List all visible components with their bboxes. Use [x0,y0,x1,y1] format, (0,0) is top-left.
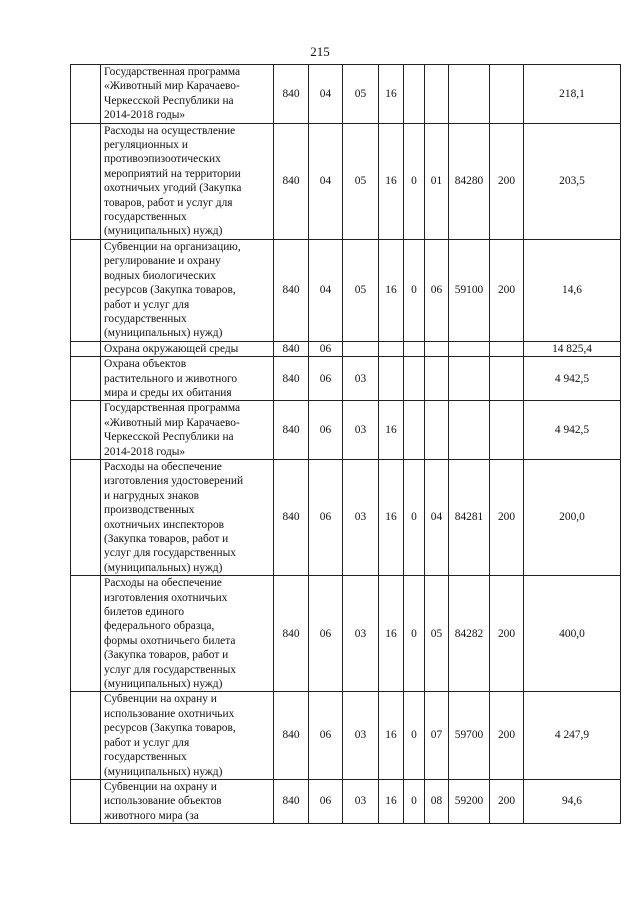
item-name-line: изготовления охотничьих [104,591,228,604]
direction-code [449,341,490,356]
item-name-line: противоэпизоотических [104,153,221,166]
table-row [71,401,621,460]
ministry-code: 840 [274,65,309,124]
item-name-line: изготовления удостоверений [104,475,244,488]
section-code: 04 [309,123,343,239]
expense-type-code: 200 [490,576,524,692]
subprogram-code: 0 [404,576,425,692]
direction-code [449,357,490,401]
subprogram-code: 0 [404,239,425,341]
item-name-line: (муниципальных) нужд) [104,765,223,778]
direction-code: 84281 [449,459,490,575]
program-code [379,357,404,401]
ministry-code: 840 [274,779,309,823]
section-code: 06 [309,459,343,575]
item-name-line: (муниципальных) нужд) [104,678,223,691]
blank-cell [71,341,101,356]
page-number: 215 [310,44,330,59]
program-code: 16 [379,123,404,239]
item-name-line: производственных [104,504,195,517]
subprogram-code: 0 [404,459,425,575]
item-name-line: государственных [104,312,187,325]
subprogram-code [404,341,425,356]
expense-type-code: 200 [490,779,524,823]
table-body [71,65,621,824]
program-code: 16 [379,576,404,692]
amount-cell: 400,0 [524,576,621,692]
item-name-cell [101,357,274,401]
item-name-cell [101,459,274,575]
item-name-line: (муниципальных) нужд) [104,327,223,340]
item-name-line: Субвенции на охрану и [104,693,217,706]
item-name-line: Расходы на осуществление [104,124,236,137]
table-row [71,123,621,239]
amount-cell: 4 942,5 [524,357,621,401]
amount-cell: 14 825,4 [524,341,621,356]
table-row [71,576,621,692]
item-name-line: (Закупка товаров, работ и [104,533,229,545]
subprogram-code: 0 [404,123,425,239]
item-name-line: Государственная программа [104,66,241,78]
table-row [71,341,621,356]
item-name-cell [101,341,274,356]
ministry-code: 840 [274,459,309,575]
item-name-line: работ и услуг для [104,736,190,749]
item-name-line: (муниципальных) нужд) [104,561,223,574]
expense-type-code: 200 [490,459,524,575]
item-name-line: Охрана окружающей среды [104,342,239,355]
direction-code [449,401,490,460]
direction-code: 84280 [449,123,490,239]
program-code: 16 [379,779,404,823]
item-name-line: товаров, работ и услуг для [104,196,233,209]
amount-cell: 200,0 [524,459,621,575]
direction-code [449,65,490,124]
event-code: 07 [425,692,449,779]
section-code: 04 [309,65,343,124]
event-code [425,341,449,356]
item-name-line: 2014-2018 годы» [104,109,186,122]
budget-table [70,64,621,824]
item-name-line: Охрана объектов [104,358,187,371]
amount-cell: 4 942,5 [524,401,621,460]
table-row [71,357,621,401]
expense-type-code: 200 [490,692,524,779]
item-name-line: услуг для государственных [104,663,236,676]
item-name-cell [101,576,274,692]
blank-cell [71,357,101,401]
item-name-line: (Закупка товаров, работ и [104,649,229,662]
subsection-code: 03 [343,401,379,460]
blank-cell [71,692,101,779]
item-name-line: «Животный мир Карачаево- [104,80,240,93]
item-name-line: Черкесской Республики на [104,431,234,444]
item-name-line: Расходы на обеспечение [104,460,222,473]
direction-code: 59700 [449,692,490,779]
amount-cell: 218,1 [524,65,621,124]
ministry-code: 840 [274,576,309,692]
item-name-line: регуляционных и [104,139,188,152]
program-code: 16 [379,65,404,124]
section-code: 06 [309,401,343,460]
ministry-code: 840 [274,123,309,239]
item-name-line: животного мира (за [104,809,199,822]
ministry-code: 840 [274,341,309,356]
direction-code: 84282 [449,576,490,692]
table-row [71,692,621,779]
section-code: 06 [309,341,343,356]
item-name-line: федерального образца, [104,620,215,633]
blank-cell [71,65,101,124]
subprogram-code: 0 [404,692,425,779]
item-name-line: «Животный мир Карачаево- [104,416,240,429]
table-row [71,459,621,575]
event-code [425,401,449,460]
item-name-line: работ и услуг для [104,298,190,311]
item-name-cell [101,692,274,779]
blank-cell [71,779,101,823]
item-name-line: Государственная программа [104,402,241,415]
event-code: 05 [425,576,449,692]
item-name-line: 2014-2018 годы» [104,445,186,458]
subsection-code: 05 [343,239,379,341]
item-name-line: Расходы на обеспечение [104,577,222,590]
item-name-cell [101,239,274,341]
item-name-line: мероприятий на территории [104,167,241,180]
section-code: 06 [309,576,343,692]
item-name-line: (муниципальных) нужд) [104,225,223,238]
subsection-code: 05 [343,65,379,124]
section-code: 06 [309,692,343,779]
table-row [71,65,621,124]
ministry-code: 840 [274,401,309,460]
direction-code: 59100 [449,239,490,341]
expense-type-code: 200 [490,239,524,341]
item-name-line: использование охотничьих [104,707,235,720]
subsection-code: 03 [343,576,379,692]
blank-cell [71,401,101,460]
expense-type-code [490,401,524,460]
subsection-code: 03 [343,692,379,779]
item-name-cell [101,65,274,124]
blank-cell [71,239,101,341]
item-name-line: формы охотничьего билета [104,634,236,647]
item-name-line: ресурсов (Закупка товаров, [104,722,236,735]
item-name-line: билетов единого [104,606,185,619]
blank-cell [71,123,101,239]
ministry-code: 840 [274,239,309,341]
item-name-line: услуг для государственных [104,547,236,560]
event-code [425,357,449,401]
expense-type-code [490,357,524,401]
item-name-cell [101,123,274,239]
event-code: 01 [425,123,449,239]
subprogram-code: 0 [404,779,425,823]
item-name-line: регулирование и охрану [104,255,221,268]
table-row [71,239,621,341]
event-code: 08 [425,779,449,823]
blank-cell [71,576,101,692]
amount-cell: 203,5 [524,123,621,239]
amount-cell: 14,6 [524,239,621,341]
item-name-cell [101,779,274,823]
item-name-line: растительного и животного [104,372,238,385]
ministry-code: 840 [274,692,309,779]
blank-cell [71,459,101,575]
program-code: 16 [379,692,404,779]
subprogram-code [404,357,425,401]
item-name-line: государственных [104,751,187,764]
ministry-code: 840 [274,357,309,401]
expense-type-code [490,341,524,356]
subprogram-code [404,401,425,460]
item-name-line: и нагрудных знаков [104,489,200,502]
program-code: 16 [379,239,404,341]
subprogram-code [404,65,425,124]
event-code: 04 [425,459,449,575]
section-code: 04 [309,239,343,341]
item-name-line: охотничьих угодий (Закупка [104,182,242,195]
expense-type-code: 200 [490,123,524,239]
subsection-code: 03 [343,459,379,575]
item-name-line: государственных [104,211,187,224]
program-code [379,341,404,356]
event-code: 06 [425,239,449,341]
program-code: 16 [379,401,404,460]
amount-cell: 4 247,9 [524,692,621,779]
item-name-line: Субвенции на охрану и [104,780,217,793]
item-name-line: водных биологических [104,269,216,282]
item-name-line: использование объектов [104,795,222,808]
subsection-code: 05 [343,123,379,239]
item-name-line: Черкесской Республики на [104,94,234,107]
table-row [71,779,621,823]
subsection-code: 03 [343,357,379,401]
program-code: 16 [379,459,404,575]
section-code: 06 [309,779,343,823]
item-name-line: ресурсов (Закупка товаров, [104,284,236,297]
item-name-line: мира и среды их обитания [104,386,232,399]
item-name-line: охотничьих инспекторов [104,518,225,531]
amount-cell: 94,6 [524,779,621,823]
expense-type-code [490,65,524,124]
event-code [425,65,449,124]
item-name-line: Субвенции на организацию, [104,240,241,253]
item-name-cell [101,401,274,460]
direction-code: 59200 [449,779,490,823]
subsection-code [343,341,379,356]
subsection-code: 03 [343,779,379,823]
section-code: 06 [309,357,343,401]
